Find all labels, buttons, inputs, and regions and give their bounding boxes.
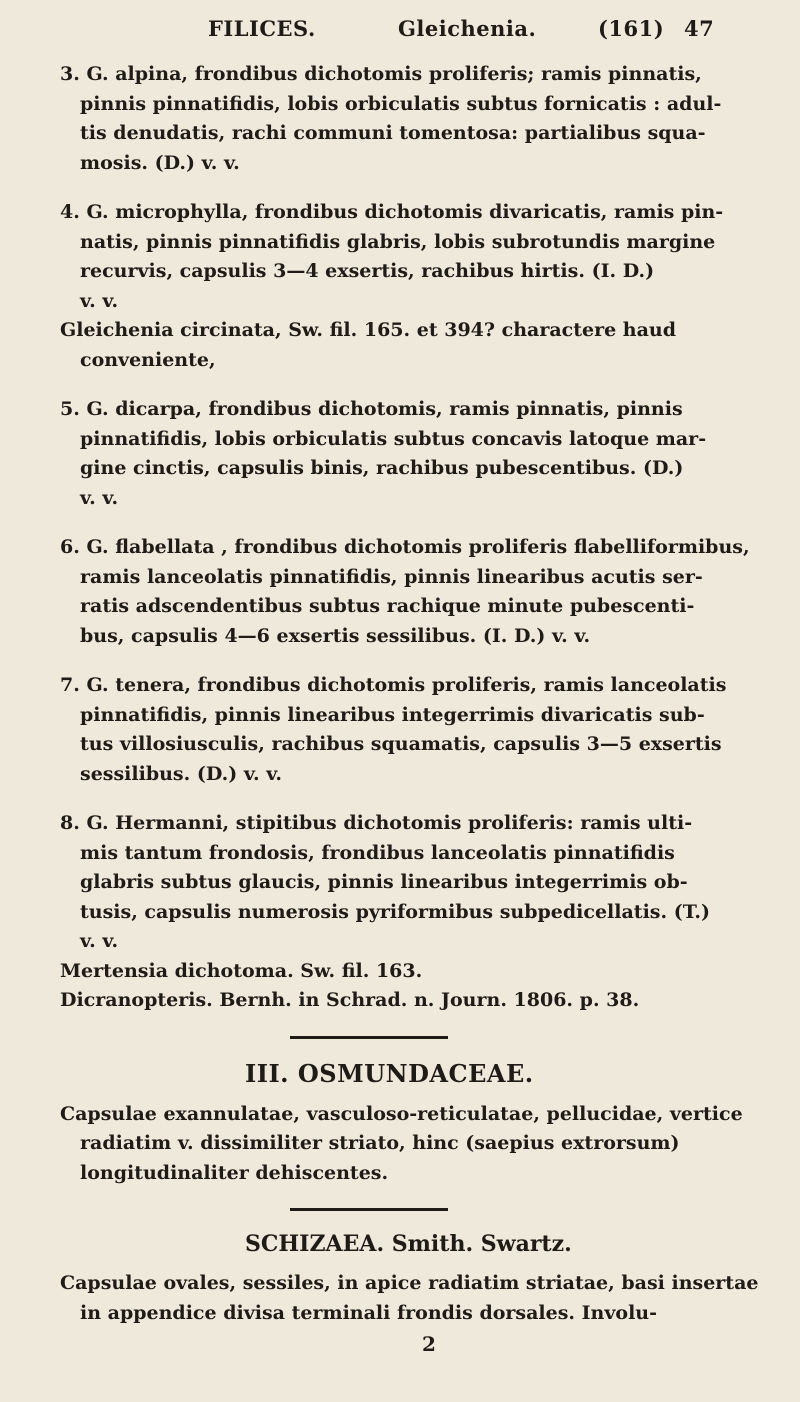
description-line: radiatim v. dissimiliter striato, hinc (saepius extrorsum) <box>80 1132 680 1154</box>
entry-line: 3. G. alpina, frondibus dichotomis proliferis; ramis pinnatis, <box>60 63 702 85</box>
running-header <box>0 8 800 48</box>
entry-line: ratis adscendentibus subtus rachique minute pubescenti- <box>80 595 695 617</box>
section-description <box>60 1100 750 1189</box>
synonym-line: conveniente, <box>80 348 216 371</box>
entry-line: v. v. <box>80 289 119 312</box>
species-entry-7 <box>60 671 750 789</box>
entry-line: 8. G. Hermanni, stipitibus dichotomis proliferis: ramis ulti- <box>60 812 693 834</box>
description-line: Capsulae ovales, sessiles, in apice radiatim striatae, basi insertae <box>60 1272 759 1294</box>
description-line: in appendice divisa terminali frondis dorsales. Involu- <box>80 1301 657 1324</box>
section-divider <box>290 1036 448 1039</box>
section-title: III. OSMUNDACEAE. <box>245 1058 534 1088</box>
entry-line: mosis. (D.) v. v. <box>80 151 240 174</box>
synonym-line: Mertensia dichotoma. Sw. fil. 163. <box>60 959 423 982</box>
entry-line: recurvis, capsulis 3—4 exsertis, rachibus hirtis. (I. D.) <box>80 260 655 282</box>
species-entry-8 <box>60 809 750 1016</box>
entry-line: glabris subtus glaucis, pinnis linearibus integerrimis ob- <box>80 871 688 893</box>
entry-line: tusis, capsulis numerosis pyriformibus subpedicellatis. (T.) <box>80 900 711 923</box>
description-line: longitudinaliter dehiscentes. <box>80 1161 389 1184</box>
species-entry-3 <box>60 60 750 178</box>
entry-line: gine cinctis, capsulis binis, rachibus pubescentibus. (D.) <box>80 457 684 479</box>
species-entry-4 <box>60 198 750 375</box>
genus-description <box>60 1269 759 1328</box>
entry-line: tis denudatis, rachi communi tomentosa: partialibus squa- <box>80 122 706 144</box>
genus-divider <box>290 1208 448 1211</box>
entry-line: pinnis pinnatifidis, lobis orbiculatis subtus fornicatis : adul- <box>80 92 722 115</box>
species-entry-6 <box>60 533 750 651</box>
header-title: FILICES. <box>208 16 316 41</box>
entry-line: 7. G. tenera, frondibus dichotomis proliferis, ramis lanceolatis <box>60 674 727 696</box>
synonym-line: Gleichenia circinata, Sw. fil. 165. et 394? charactere haud <box>60 319 677 341</box>
page-number: 47 <box>684 16 715 41</box>
signature-mark: 2 <box>422 1332 436 1356</box>
entry-line: bus, capsulis 4—6 exsertis sessilibus. (I. D.) v. v. <box>80 624 591 647</box>
entry-line: natis, pinnis pinnatifidis glabris, lobis subrotundis margine <box>80 230 716 253</box>
genus-title: SCHIZAEA. Smith. Swartz. <box>245 1231 572 1257</box>
species-entry-5 <box>60 395 750 513</box>
description-line: Capsulae exannulatae, vasculoso-reticulatae, pellucidae, vertice <box>60 1102 743 1125</box>
synonym-line: Dicranopteris. Bernh. in Schrad. n. Journ. 1806. p. 38. <box>60 989 640 1011</box>
entry-line: 6. G. flabellata , frondibus dichotomis proliferis flabelliformibus, <box>60 536 750 558</box>
entry-line: pinnatifidis, pinnis linearibus integerrimis divaricatis sub- <box>80 703 705 726</box>
header-signature: (161) <box>598 16 665 41</box>
entry-line: pinnatifidis, lobis orbiculatis subtus concavis latoque mar- <box>80 427 707 450</box>
header-genus: Gleichenia. <box>398 16 537 41</box>
entry-line: tus villosiusculis, rachibus squamatis, capsulis 3—5 exsertis <box>80 733 722 755</box>
entry-line: 5. G. dicarpa, frondibus dichotomis, ramis pinnatis, pinnis <box>60 398 683 420</box>
entry-line: ramis lanceolatis pinnatifidis, pinnis linearibus acutis ser- <box>80 565 703 588</box>
page-content <box>60 60 759 1356</box>
entry-line: 4. G. microphylla, frondibus dichotomis divaricatis, ramis pin- <box>60 201 724 223</box>
entry-line: v. v. <box>80 930 119 952</box>
entry-line: v. v. <box>80 486 119 509</box>
entry-line: sessilibus. (D.) v. v. <box>80 762 282 785</box>
entry-line: mis tantum frondosis, frondibus lanceolatis pinnatifidis <box>80 841 675 864</box>
